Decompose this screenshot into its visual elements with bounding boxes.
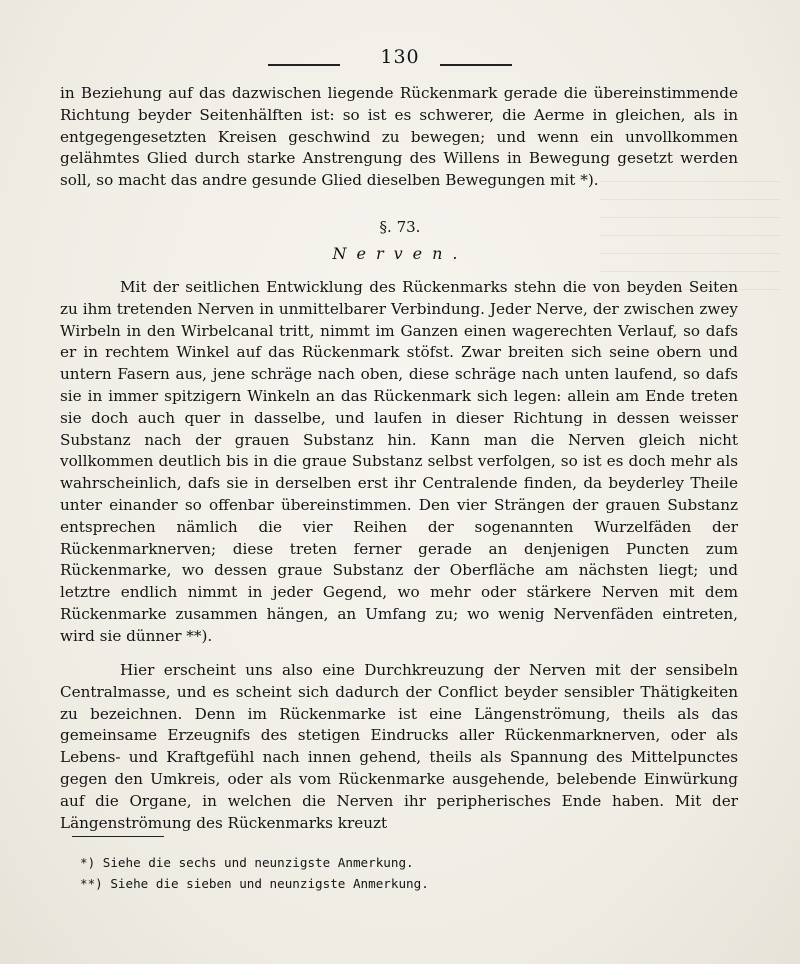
header-rule-left <box>268 64 340 66</box>
paragraph-text: Mit der seitlichen Entwicklung des Rückenmarks stehn die von beyden Seiten zu ihm tretenden Nerven in unmittelbarer Verbindung. Jeder Nerve, der zwischen zwey Wirbeln in den Wirbelcanal tritt, nimmt im Ganzen einen wagerechten Verlauf, so dafs er in rechtem Winkel auf das Rückenmark stöfst. Zwar breiten sich seine obern und untern Fasern aus, jene schräge nach oben, diese schräge nach unten laufend, so dafs sie in immer spitzigern Winkeln an das Rückenmark sich legen: allein am Ende treten sie doch auch quer in dasselbe, und laufen in dieser Richtung in dessen weisser Substanz nach der grauen Substanz hin. Kann man die Nerven gleich nicht vollkommen deutlich bis in die graue Substanz selbst verfolgen, so ist es doch mehr als wahrscheinlich, dafs sie in derselben erst ihr Centralende finden, da beyderley Theile unter einander so offenbar übereinstimmen. Den vier Strängen der grauen Substanz entsprechen nämlich die vier Reihen der sogenannten Wurzelfäden der Rückenmarknerven; diese treten ferner gerade an denjenigen Puncten zum Rückenmarke, wo dessen graue Substanz der Oberfläche am nächsten liegt; und letztre endlich nimmt in jeder Gegend, wo mehr oder stärkere Nerven mit dem Rückenmarke zusammen hängen, an Umfang zu; wo wenig Nervenfäden eintreten, wird sie dünner **). <box>60 278 738 645</box>
footnote-2: **) Siehe die sieben und neunzigste Anmerkung. <box>80 876 429 891</box>
footnote-1: *) Siehe die sechs und neunzigste Anmerkung. <box>80 855 414 870</box>
page-number: 130 <box>380 46 420 68</box>
paragraph-text: Hier erscheint uns also eine Durchkreuzung der Nerven mit der sensibeln Centralmasse, und es scheint sich dadurch der Conflict beyder sensibler Thätigkeiten zu bezeichnen. Denn im Rückenmarke ist eine Längenströmung, theils als das gemeinsame Erzeugnifs des stetigen Eindrucks aller Rückenmarknerven, oder als Lebens- und Kraftgefühl nach innen gehend, theils als Spannung des Mittelpunctes gegen den Umkreis, oder als vom Rückenmarke ausgehende, belebende Einwürkung auf die Organe, in welchen die Nerven ihr peripherisches Ende haben. Mit der Längenströmung des Rückenmarks kreuzt <box>60 661 738 832</box>
paragraph-continued <box>60 83 738 192</box>
header-rule-right <box>440 64 512 66</box>
paragraph-text: in Beziehung auf das dazwischen liegende Rückenmark gerade die übereinstimmende Richtung beyder Seitenhälften ist: so ist es schwerer, die Aerme in gleichen, als in entgegengesetzten Kreisen geschwind zu bewegen; und wenn ein unvollkommen gelähmtes Glied durch starke Anstrengung des Willens in Bewegung gesetzt werden soll, so macht das andre gesunde Glied dieselben Bewegungen mit *). <box>60 84 738 190</box>
footnote-rule <box>72 836 164 837</box>
section-title: Nerven. <box>332 244 468 263</box>
page-header <box>0 46 800 76</box>
paragraph-nerven <box>60 277 738 648</box>
footnotes <box>80 852 640 894</box>
section-number: §. 73. <box>379 218 421 236</box>
paragraph-durchkreuzung <box>60 660 738 834</box>
